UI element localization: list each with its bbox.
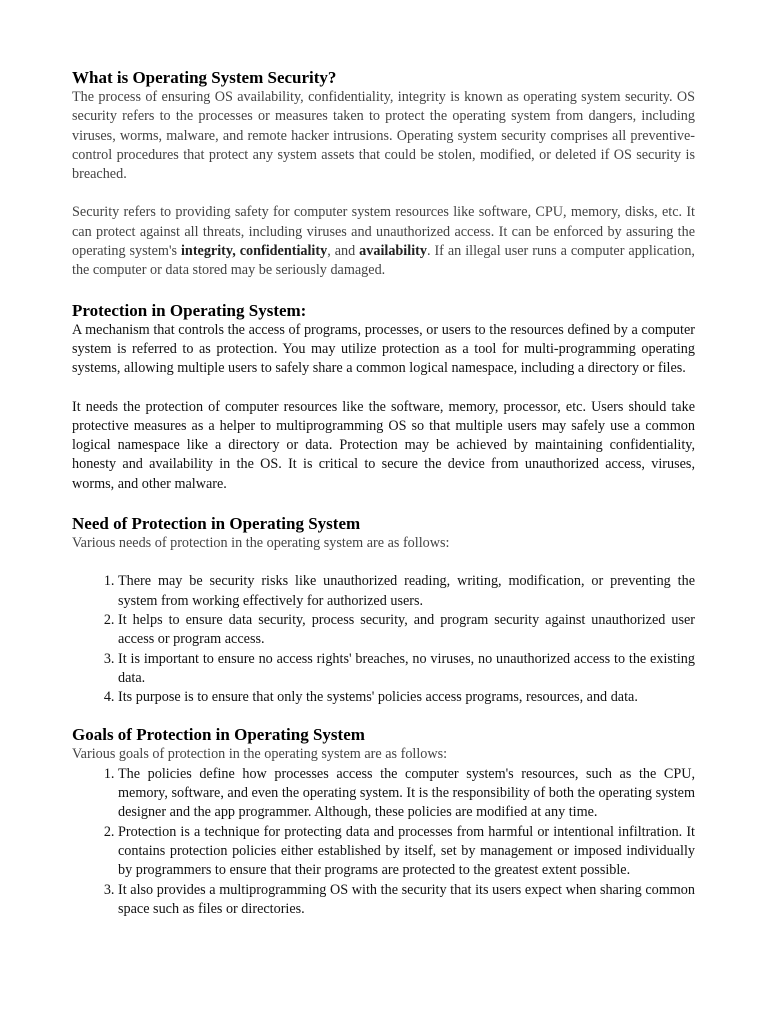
os-security-paragraph-2-text-b: , and — [327, 243, 360, 260]
os-security-paragraph-2-text-c: . If an illegal user runs a computer application, the computer or data stored may be seriously damaged. — [72, 243, 695, 279]
protection-paragraph-1: A mechanism that controls the access of programs, processes, or users to the resources defined by a computer system is referred to as protection. You may utilize protection as a tool for multi-programming operating systems, allowing multiple users to safely share a common logical namespace, including a directory or files. — [72, 321, 695, 377]
bold-availability: availability — [359, 243, 427, 260]
list-item: 2. Protection is a technique for protecting data and processes from harmful or intentional infiltration. It contains protection policies either established by itself, set by management or imposed individually by programmers to ensure that their programs are protected to the greatest extent possible. — [118, 823, 695, 881]
goals-of-protection-list — [72, 765, 695, 919]
heading-goals-of-protection: Goals of Protection in Operating System — [72, 725, 365, 745]
list-item: 3. It also provides a multiprogramming OS with the security that its users expect when sharing common space such as files or directories. — [118, 881, 695, 920]
document-page — [72, 68, 695, 919]
list-item: 2. It helps to ensure data security, process security, and program security against unauthorized user access or program access. — [118, 611, 695, 650]
list-item: 3. It is important to ensure no access rights' breaches, no viruses, no unauthorized access to the existing data. — [118, 650, 695, 689]
os-security-paragraph-2-text-a: Security refers to providing safety for computer system resources like software, CPU, memory, disks, etc. It can protect against all threats, including viruses and unauthorized access. It can be enforced by assuring the operating system's — [72, 204, 695, 260]
os-security-paragraph-1: The process of ensuring OS availability, confidentiality, integrity is known as operating system security. OS security refers to the processes or measures taken to protect the operating system from dangers, including viruses, worms, malware, and remote hacker intrusions. Operating system security comprises all preventive-control procedures that protect any system assets that could be stolen, modified, or deleted if OS security is breached. — [72, 89, 695, 183]
list-item: 4. Its purpose is to ensure that only the systems' policies access programs, resources, and data. — [118, 688, 695, 707]
list-item: 1. The policies define how processes access the computer system's resources, such as the CPU, memory, software, and even the operating system. It is the responsibility of both the operating system designer and the app programmer. Although, these policies are modified at any time. — [118, 765, 695, 823]
os-security-paragraph-2 — [72, 203, 695, 280]
heading-need-of-protection: Need of Protection in Operating System — [72, 514, 361, 534]
bold-integrity-confidentiality: integrity, confidentiality — [180, 243, 328, 260]
heading-protection: Protection in Operating System: — [72, 300, 307, 320]
protection-paragraph-2: It needs the protection of computer resources like the software, memory, processor, etc. Users should take protective measures as a helper to multiprogramming OS so that multiple users may safely use a common logical namespace like a directory or data. Protection may be achieved by maintaining confidentiality, honesty and availability in the OS. It is critical to secure the device from unauthorized access, viruses, worms, and other malware. — [72, 398, 695, 492]
need-of-protection-intro: Various needs of protection in the operating system are as follows: — [72, 535, 450, 552]
goals-of-protection-intro: Various goals of protection in the operating system are as follows: — [72, 746, 448, 763]
heading-os-security: What is Operating System Security? — [72, 68, 337, 87]
list-item: 1. There may be security risks like unauthorized reading, writing, modification, or preventing the system from working effectively for authorized users. — [118, 572, 695, 611]
need-of-protection-list — [72, 572, 695, 707]
